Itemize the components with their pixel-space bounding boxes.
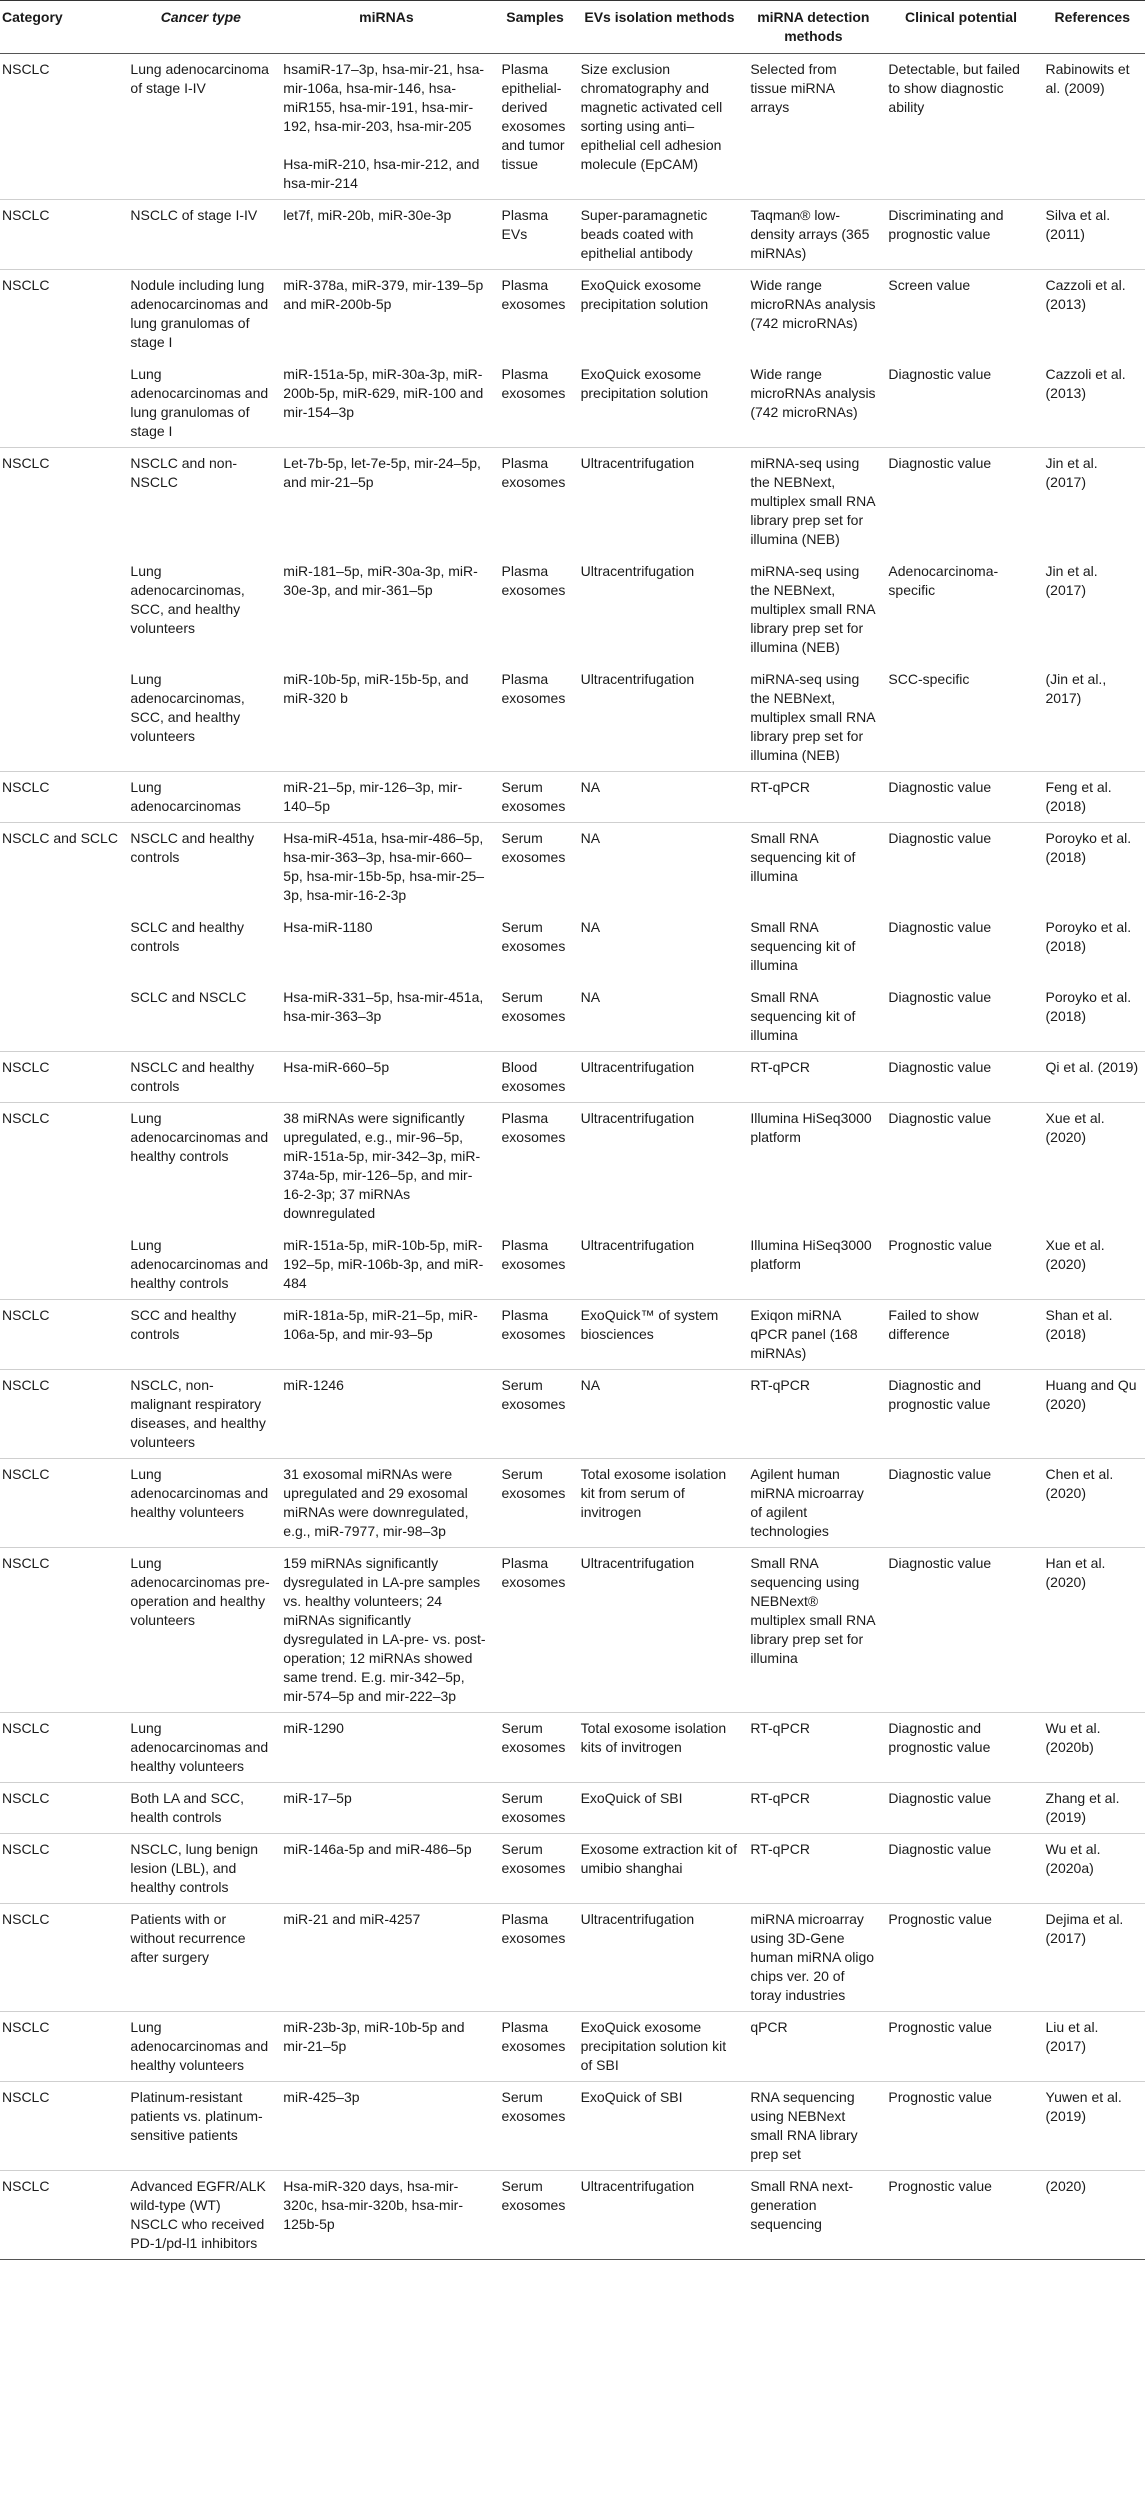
cell-samples: Plasma exosomes: [496, 448, 575, 556]
cell-category: NSCLC: [0, 1103, 124, 1230]
cell-detection-method: RT-qPCR: [744, 1713, 882, 1783]
cell-detection-method: qPCR: [744, 2012, 882, 2082]
cell-isolation-method: Ultracentrifugation: [575, 1904, 745, 2012]
cell-isolation-method: Ultracentrifugation: [575, 1103, 745, 1230]
table-row: [0, 823, 1145, 912]
table-row: [0, 772, 1145, 823]
cell-mirnas: Hsa-miR-331–5p, hsa-mir-451a, hsa-mir-363–3p: [277, 982, 495, 1052]
cell-category: NSCLC: [0, 1834, 124, 1904]
cell-clinical-potential: Diagnostic value: [882, 982, 1039, 1052]
cell-detection-method: RT-qPCR: [744, 1052, 882, 1103]
table-row: [0, 2171, 1145, 2260]
cell-isolation-method: Ultracentrifugation: [575, 664, 745, 772]
cell-reference: Xue et al. (2020): [1040, 1103, 1145, 1230]
cell-mirnas: Let-7b-5p, let-7e-5p, mir-24–5p, and mir-21–5p: [277, 448, 495, 556]
cell-samples: Serum exosomes: [496, 1713, 575, 1783]
cell-reference: Jin et al. (2017): [1040, 448, 1145, 556]
table-row: [0, 1370, 1145, 1459]
cell-clinical-potential: Diagnostic value: [882, 359, 1039, 448]
cell-cancer-type: NSCLC and healthy controls: [124, 1052, 277, 1103]
cell-isolation-method: ExoQuick exosome precipitation solution: [575, 270, 745, 359]
cell-clinical-potential: Prognostic value: [882, 1904, 1039, 2012]
cell-detection-method: Wide range microRNAs analysis (742 microRNAs): [744, 359, 882, 448]
cell-reference: Cazzoli et al. (2013): [1040, 359, 1145, 448]
cell-clinical-potential: Screen value: [882, 270, 1039, 359]
cell-cancer-type: NSCLC and healthy controls: [124, 823, 277, 912]
cell-mirnas: miR-17–5p: [277, 1783, 495, 1834]
cell-category: [0, 664, 124, 772]
cell-detection-method: miRNA microarray using 3D-Gene human miRNA oligo chips ver. 20 of toray industries: [744, 1904, 882, 2012]
cell-mirnas: miR-181–5p, miR-30a-3p, miR-30e-3p, and mir-361–5p: [277, 556, 495, 664]
table-row: [0, 2012, 1145, 2082]
cell-samples: Serum exosomes: [496, 1783, 575, 1834]
cell-cancer-type: Platinum-resistant patients vs. platinum-sensitive patients: [124, 2082, 277, 2171]
cell-category: NSCLC: [0, 1370, 124, 1459]
table-row: [0, 448, 1145, 556]
cell-isolation-method: Ultracentrifugation: [575, 1052, 745, 1103]
cell-isolation-method: Super-paramagnetic beads coated with epithelial antibody: [575, 200, 745, 270]
cell-isolation-method: NA: [575, 823, 745, 912]
cell-isolation-method: Ultracentrifugation: [575, 556, 745, 664]
cell-samples: Plasma EVs: [496, 200, 575, 270]
cell-clinical-potential: Prognostic value: [882, 1230, 1039, 1300]
cell-reference: Qi et al. (2019): [1040, 1052, 1145, 1103]
table-row: [0, 1834, 1145, 1904]
cell-samples: Serum exosomes: [496, 823, 575, 912]
cell-category: NSCLC: [0, 1904, 124, 2012]
table-row: [0, 1904, 1145, 2012]
table-row: [0, 1548, 1145, 1713]
cell-isolation-method: ExoQuick of SBI: [575, 1783, 745, 1834]
cell-detection-method: Illumina HiSeq3000 platform: [744, 1103, 882, 1230]
cell-detection-method: RT-qPCR: [744, 1370, 882, 1459]
cell-reference: Dejima et al. (2017): [1040, 1904, 1145, 2012]
cell-clinical-potential: Diagnostic value: [882, 1103, 1039, 1230]
cell-cancer-type: SCLC and healthy controls: [124, 912, 277, 982]
cell-isolation-method: ExoQuick exosome precipitation solution: [575, 359, 745, 448]
cell-cancer-type: Lung adenocarcinomas and healthy volunteers: [124, 2012, 277, 2082]
cell-cancer-type: SCC and healthy controls: [124, 1300, 277, 1370]
cell-clinical-potential: Diagnostic value: [882, 448, 1039, 556]
cell-detection-method: RT-qPCR: [744, 772, 882, 823]
cell-detection-method: RT-qPCR: [744, 1834, 882, 1904]
cell-samples: Plasma exosomes: [496, 1548, 575, 1713]
cell-reference: Poroyko et al. (2018): [1040, 823, 1145, 912]
header-mirnas: miRNAs: [277, 1, 495, 54]
cell-reference: (Jin et al., 2017): [1040, 664, 1145, 772]
cell-mirnas: miR-151a-5p, miR-30a-3p, miR-200b-5p, miR-629, miR-100 and mir-154–3p: [277, 359, 495, 448]
cell-samples: Plasma exosomes: [496, 270, 575, 359]
cell-clinical-potential: Discriminating and prognostic value: [882, 200, 1039, 270]
cell-isolation-method: ExoQuick™ of system biosciences: [575, 1300, 745, 1370]
cell-clinical-potential: Diagnostic value: [882, 1783, 1039, 1834]
header-category: Category: [0, 1, 124, 54]
cell-samples: Serum exosomes: [496, 912, 575, 982]
cell-detection-method: Small RNA sequencing using NEBNext® multiplex small RNA library prep set for illumina: [744, 1548, 882, 1713]
cell-reference: Poroyko et al. (2018): [1040, 982, 1145, 1052]
cell-samples: Serum exosomes: [496, 2171, 575, 2260]
cell-mirnas: miR-10b-5p, miR-15b-5p, and miR-320 b: [277, 664, 495, 772]
cell-detection-method: Small RNA next-generation sequencing: [744, 2171, 882, 2260]
cell-category: NSCLC: [0, 448, 124, 556]
cell-mirnas: Hsa-miR-451a, hsa-mir-486–5p, hsa-mir-363–3p, hsa-mir-660–5p, hsa-mir-15b-5p, hsa-mir-25–3p, hsa-mir-16-2-3p: [277, 823, 495, 912]
cell-detection-method: Agilent human miRNA microarray of agilent technologies: [744, 1459, 882, 1548]
cell-samples: Plasma exosomes: [496, 1103, 575, 1230]
header-isolation: EVs isolation methods: [575, 1, 745, 54]
cell-cancer-type: Lung adenocarcinomas and lung granulomas of stage I: [124, 359, 277, 448]
cell-clinical-potential: Diagnostic and prognostic value: [882, 1713, 1039, 1783]
cell-reference: Cazzoli et al. (2013): [1040, 270, 1145, 359]
table-header: [0, 1, 1145, 54]
cell-reference: Jin et al. (2017): [1040, 556, 1145, 664]
cell-mirnas: Hsa-miR-1180: [277, 912, 495, 982]
cell-detection-method: RT-qPCR: [744, 1783, 882, 1834]
cell-clinical-potential: Diagnostic value: [882, 1834, 1039, 1904]
cell-category: [0, 912, 124, 982]
cell-cancer-type: Lung adenocarcinomas and healthy controls: [124, 1230, 277, 1300]
cell-reference: Silva et al. (2011): [1040, 200, 1145, 270]
cell-category: NSCLC: [0, 270, 124, 359]
cell-mirnas: miR-378a, miR-379, mir-139–5p and miR-200b-5p: [277, 270, 495, 359]
cell-reference: Chen et al. (2020): [1040, 1459, 1145, 1548]
cell-clinical-potential: Prognostic value: [882, 2082, 1039, 2171]
cell-clinical-potential: Diagnostic value: [882, 1459, 1039, 1548]
cell-cancer-type: Nodule including lung adenocarcinomas and lung granulomas of stage I: [124, 270, 277, 359]
table-row: [0, 54, 1145, 200]
cell-mirnas: miR-1246: [277, 1370, 495, 1459]
cell-mirnas: miR-151a-5p, miR-10b-5p, miR-192–5p, miR-106b-3p, and miR-484: [277, 1230, 495, 1300]
cell-isolation-method: NA: [575, 982, 745, 1052]
cell-isolation-method: NA: [575, 772, 745, 823]
cell-mirnas: miR-1290: [277, 1713, 495, 1783]
cell-samples: Serum exosomes: [496, 1834, 575, 1904]
cell-samples: Plasma exosomes: [496, 1904, 575, 2012]
cell-reference: Feng et al. (2018): [1040, 772, 1145, 823]
cell-clinical-potential: Diagnostic value: [882, 772, 1039, 823]
cell-clinical-potential: Diagnostic value: [882, 1052, 1039, 1103]
cell-samples: Plasma exosomes: [496, 556, 575, 664]
cell-isolation-method: ExoQuick exosome precipitation solution kit of SBI: [575, 2012, 745, 2082]
cell-clinical-potential: Diagnostic and prognostic value: [882, 1370, 1039, 1459]
cell-samples: Serum exosomes: [496, 1459, 575, 1548]
header-references: References: [1040, 1, 1145, 54]
cell-cancer-type: Lung adenocarcinomas and healthy volunteers: [124, 1713, 277, 1783]
table-row: [0, 1459, 1145, 1548]
table-body: [0, 54, 1145, 2260]
cell-mirnas: Hsa-miR-320 days, hsa-mir-320c, hsa-mir-320b, hsa-mir-125b-5p: [277, 2171, 495, 2260]
cell-clinical-potential: Prognostic value: [882, 2012, 1039, 2082]
cell-samples: Plasma exosomes: [496, 2012, 575, 2082]
cell-detection-method: Exiqon miRNA qPCR panel (168 miRNAs): [744, 1300, 882, 1370]
table-row: [0, 1230, 1145, 1300]
cell-cancer-type: Lung adenocarcinomas pre-operation and healthy volunteers: [124, 1548, 277, 1713]
cell-reference: Shan et al. (2018): [1040, 1300, 1145, 1370]
table-row: [0, 359, 1145, 448]
cell-samples: Serum exosomes: [496, 2082, 575, 2171]
cell-mirnas: 159 miRNAs significantly dysregulated in LA-pre samples vs. healthy volunteers; 24 miRNAs significantly dysregulated in LA-pre- vs. post-operation; 12 miRNAs showed same trend. E.g. mir-342–5p, mir-574–5p and mir-222–3p: [277, 1548, 495, 1713]
table-row: [0, 200, 1145, 270]
cell-clinical-potential: Prognostic value: [882, 2171, 1039, 2260]
cell-detection-method: miRNA-seq using the NEBNext, multiplex small RNA library prep set for illumina (NEB): [744, 664, 882, 772]
cell-samples: Plasma exosomes: [496, 1230, 575, 1300]
cell-samples: Plasma exosomes: [496, 1300, 575, 1370]
cell-detection-method: Wide range microRNAs analysis (742 microRNAs): [744, 270, 882, 359]
cell-category: NSCLC: [0, 772, 124, 823]
cell-detection-method: miRNA-seq using the NEBNext, multiplex small RNA library prep set for illumina (NEB): [744, 448, 882, 556]
cell-cancer-type: Lung adenocarcinomas, SCC, and healthy volunteers: [124, 664, 277, 772]
cell-isolation-method: NA: [575, 1370, 745, 1459]
cell-category: NSCLC: [0, 2082, 124, 2171]
cell-clinical-potential: Failed to show difference: [882, 1300, 1039, 1370]
cell-clinical-potential: Diagnostic value: [882, 1548, 1039, 1713]
cell-cancer-type: NSCLC, lung benign lesion (LBL), and healthy controls: [124, 1834, 277, 1904]
cell-samples: Blood exosomes: [496, 1052, 575, 1103]
cell-category: NSCLC: [0, 54, 124, 200]
cell-category: [0, 556, 124, 664]
table-row: [0, 982, 1145, 1052]
cell-cancer-type: NSCLC, non-malignant respiratory diseases, and healthy volunteers: [124, 1370, 277, 1459]
cell-cancer-type: NSCLC of stage I-IV: [124, 200, 277, 270]
cell-isolation-method: Total exosome isolation kits of invitrogen: [575, 1713, 745, 1783]
cell-category: NSCLC: [0, 2171, 124, 2260]
table-row: [0, 1052, 1145, 1103]
table-row: [0, 1103, 1145, 1230]
cell-cancer-type: Lung adenocarcinomas, SCC, and healthy volunteers: [124, 556, 277, 664]
cell-category: NSCLC: [0, 200, 124, 270]
table-row: [0, 2082, 1145, 2171]
cell-reference: Rabinowits et al. (2009): [1040, 54, 1145, 200]
cell-cancer-type: Lung adenocarcinomas and healthy volunteers: [124, 1459, 277, 1548]
cell-reference: Poroyko et al. (2018): [1040, 912, 1145, 982]
cell-detection-method: Selected from tissue miRNA arrays: [744, 54, 882, 200]
cell-category: [0, 982, 124, 1052]
cell-category: NSCLC: [0, 1548, 124, 1713]
cell-category: NSCLC: [0, 1783, 124, 1834]
cell-category: NSCLC: [0, 1300, 124, 1370]
table-row: [0, 1783, 1145, 1834]
table-row: [0, 1300, 1145, 1370]
cell-samples: Plasma epithelial-derived exosomes and tumor tissue: [496, 54, 575, 200]
cell-reference: Wu et al. (2020b): [1040, 1713, 1145, 1783]
header-samples: Samples: [496, 1, 575, 54]
cell-clinical-potential: Diagnostic value: [882, 823, 1039, 912]
cell-mirnas: 31 exosomal miRNAs were upregulated and 29 exosomal miRNAs were downregulated, e.g., miR-7977, mir-98–3p: [277, 1459, 495, 1548]
cell-mirnas: miR-181a-5p, miR-21–5p, miR-106a-5p, and mir-93–5p: [277, 1300, 495, 1370]
cell-isolation-method: Size exclusion chromatography and magnetic activated cell sorting using anti–epithelial cell adhesion molecule (EpCAM): [575, 54, 745, 200]
cell-cancer-type: Advanced EGFR/ALK wild-type (WT) NSCLC who received PD-1/pd-l1 inhibitors: [124, 2171, 277, 2260]
cell-detection-method: Small RNA sequencing kit of illumina: [744, 823, 882, 912]
cell-cancer-type: SCLC and NSCLC: [124, 982, 277, 1052]
cell-detection-method: Taqman® low-density arrays (365 miRNAs): [744, 200, 882, 270]
cell-isolation-method: Total exosome isolation kit from serum of invitrogen: [575, 1459, 745, 1548]
cell-isolation-method: ExoQuick of SBI: [575, 2082, 745, 2171]
table-row: [0, 912, 1145, 982]
cell-isolation-method: Exosome extraction kit of umibio shanghai: [575, 1834, 745, 1904]
cell-clinical-potential: Diagnostic value: [882, 912, 1039, 982]
cell-reference: Liu et al. (2017): [1040, 2012, 1145, 2082]
cell-samples: Serum exosomes: [496, 1370, 575, 1459]
cell-mirnas: miR-23b-3p, miR-10b-5p and mir-21–5p: [277, 2012, 495, 2082]
cell-cancer-type: Lung adenocarcinomas: [124, 772, 277, 823]
cell-clinical-potential: SCC-specific: [882, 664, 1039, 772]
cell-isolation-method: NA: [575, 912, 745, 982]
cell-samples: Serum exosomes: [496, 772, 575, 823]
cell-isolation-method: Ultracentrifugation: [575, 1230, 745, 1300]
cell-isolation-method: Ultracentrifugation: [575, 2171, 745, 2260]
table-row: [0, 270, 1145, 359]
cell-mirnas: miR-146a-5p and miR-486–5p: [277, 1834, 495, 1904]
table-row: [0, 664, 1145, 772]
header-detection: miRNA detection methods: [744, 1, 882, 54]
cell-detection-method: Small RNA sequencing kit of illumina: [744, 912, 882, 982]
cell-cancer-type: NSCLC and non-NSCLC: [124, 448, 277, 556]
cell-detection-method: Illumina HiSeq3000 platform: [744, 1230, 882, 1300]
cell-mirnas: hsamiR-17–3p, hsa-mir-21, hsa-mir-106a, hsa-mir-146, hsa-miR155, hsa-mir-191, hsa-mir-192, hsa-mir-203, hsa-mir-205 Hsa-miR-210, hsa-mir-212, and hsa-mir-214: [277, 54, 495, 200]
cell-samples: Plasma exosomes: [496, 664, 575, 772]
cell-cancer-type: Both LA and SCC, health controls: [124, 1783, 277, 1834]
table-row: [0, 556, 1145, 664]
cell-reference: Han et al. (2020): [1040, 1548, 1145, 1713]
cell-detection-method: Small RNA sequencing kit of illumina: [744, 982, 882, 1052]
cell-samples: Plasma exosomes: [496, 359, 575, 448]
cell-reference: Wu et al. (2020a): [1040, 1834, 1145, 1904]
cell-reference: Xue et al. (2020): [1040, 1230, 1145, 1300]
cell-reference: Huang and Qu (2020): [1040, 1370, 1145, 1459]
cell-reference: Yuwen et al. (2019): [1040, 2082, 1145, 2171]
cell-reference: Zhang et al. (2019): [1040, 1783, 1145, 1834]
cell-mirnas: Hsa-miR-660–5p: [277, 1052, 495, 1103]
cell-cancer-type: Patients with or without recurrence after surgery: [124, 1904, 277, 2012]
cell-cancer-type: Lung adenocarcinomas and healthy controls: [124, 1103, 277, 1230]
cell-clinical-potential: Detectable, but failed to show diagnostic ability: [882, 54, 1039, 200]
table-row: [0, 1713, 1145, 1783]
header-cancer-type: Cancer type: [124, 1, 277, 54]
cell-mirnas: miR-21–5p, mir-126–3p, mir-140–5p: [277, 772, 495, 823]
cell-reference: (2020): [1040, 2171, 1145, 2260]
cell-category: NSCLC and SCLC: [0, 823, 124, 912]
cell-cancer-type: Lung adenocarcinoma of stage I-IV: [124, 54, 277, 200]
cell-category: NSCLC: [0, 2012, 124, 2082]
header-row: [0, 1, 1145, 54]
cell-mirnas: miR-21 and miR-4257: [277, 1904, 495, 2012]
cell-category: [0, 1230, 124, 1300]
cell-mirnas: miR-425–3p: [277, 2082, 495, 2171]
cell-isolation-method: Ultracentrifugation: [575, 1548, 745, 1713]
cell-detection-method: RNA sequencing using NEBNext small RNA library prep set: [744, 2082, 882, 2171]
cell-samples: Serum exosomes: [496, 982, 575, 1052]
cell-category: NSCLC: [0, 1713, 124, 1783]
cell-category: NSCLC: [0, 1459, 124, 1548]
cell-category: [0, 359, 124, 448]
header-clinical: Clinical potential: [882, 1, 1039, 54]
cell-mirnas: let7f, miR-20b, miR-30e-3p: [277, 200, 495, 270]
cell-isolation-method: Ultracentrifugation: [575, 448, 745, 556]
cell-category: NSCLC: [0, 1052, 124, 1103]
cell-detection-method: miRNA-seq using the NEBNext, multiplex small RNA library prep set for illumina (NEB): [744, 556, 882, 664]
cell-clinical-potential: Adenocarcinoma-specific: [882, 556, 1039, 664]
cell-mirnas: 38 miRNAs were significantly upregulated, e.g., mir-96–5p, miR-151a-5p, mir-342–3p, miR-374a-5p, mir-126–5p, and mir-16-2-3p; 37 miRNAs downregulated: [277, 1103, 495, 1230]
